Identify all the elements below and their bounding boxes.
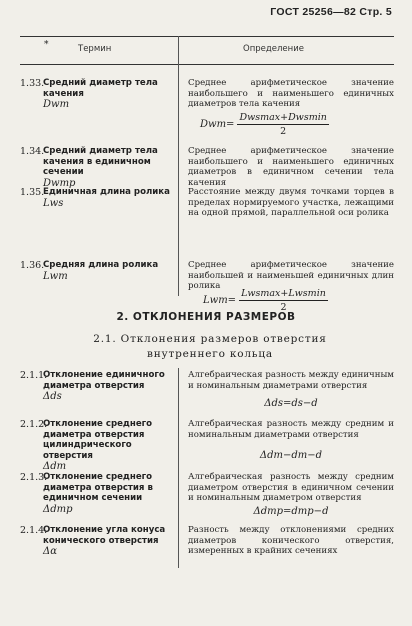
entry-number: 2.1.4. <box>20 525 48 536</box>
entry-number: 1.34. <box>20 146 45 157</box>
table-head-rule <box>20 64 394 65</box>
term-text: Отклонение среднего диаметра отверстия в единичном сечении Δdmp <box>43 472 173 515</box>
term-symbol: Dwm <box>43 99 70 110</box>
entry-number: 2.1.2. <box>20 419 48 430</box>
term-text: Средний диаметр тела качения в единичном сечении Dwmp <box>43 146 173 189</box>
definition-text: Алгебраическая разность между средним и номинальным диаметрами отверстия <box>188 419 394 440</box>
definition-text: Среднее арифметическое значение наибольшего и наименьшего единичных диаметров тела качения <box>188 78 394 109</box>
column-divider-lower <box>178 368 179 568</box>
term-text: Отклонение среднего диаметра отверстия цилиндрического отверстия Δdm <box>43 419 173 473</box>
definition-text: Среднее арифметическое значение наибольшей и наименьшей единичных длин ролика <box>188 260 394 291</box>
term-text: Отклонение единичного диаметра отверстия Δds <box>43 370 173 403</box>
entry-number: 1.35. <box>20 187 45 198</box>
column-head-definition: Определение <box>243 44 304 54</box>
column-head-term: Термин <box>78 44 112 54</box>
definition-text: Алгебраическая разность между единичным и номинальным диаметрами отверстия <box>188 370 394 391</box>
term-text: Средний диаметр тела качения Dwm <box>43 78 173 111</box>
definition-text: Расстояние между двумя точками торцев в пределах нормируемого участка, лежащими на одной прямой, параллельной оси ролика <box>188 187 394 218</box>
definition-text: Алгебраическая разность между средним диаметром отверстия в единичном сечении и номинальным диаметром отверстия <box>188 472 394 503</box>
term-symbol: Δdmp <box>43 503 73 515</box>
term-text: Средняя длина ролика Lwm <box>43 260 173 282</box>
term-symbol: Lws <box>43 197 64 209</box>
formula: Δdmp=dmp−d <box>253 506 329 517</box>
term-symbol: Δds <box>43 391 62 402</box>
page-header: ГОСТ 25256—82 Стр. 5 <box>270 6 392 18</box>
definition-text: Разность между отклонениями средних диаметров конического отверстия, измеренных в крайних сечениях <box>188 525 394 556</box>
term-symbol: Dwmp <box>43 177 76 189</box>
term-symbol: Δdm <box>43 461 67 472</box>
formula: Δds=ds−d <box>264 398 318 409</box>
section-title: 2. ОТКЛОНЕНИЯ РАЗМЕРОВ <box>116 311 296 323</box>
formula: Lwm= $\frac{\text{Lwsmax+Lwsmin}}{2}$ <box>203 288 326 313</box>
entry-number: 1.36. <box>20 260 45 271</box>
entry-number: 1.33. <box>20 78 45 89</box>
entry-number: 2.1.3. <box>20 472 48 483</box>
term-text: Единичная длина ролика Lws <box>43 187 173 209</box>
column-divider-upper <box>178 36 179 296</box>
term-symbol: Δα <box>43 546 57 557</box>
formula: Δdm−dm−d <box>259 450 323 461</box>
term-text: Отклонение угла конуса конического отверстия Δα <box>43 525 173 558</box>
definition-text: Среднее арифметическое значение наибольшего и наименьшего единичных диаметров в единичном сечении тела качения <box>188 146 394 188</box>
subsection-title: 2.1. Отклонения размеров отверстия внутреннего кольца <box>93 333 327 360</box>
entry-number: 2.1.1. <box>20 370 48 381</box>
table-top-rule <box>20 36 394 37</box>
formula: Dwm= $\frac{\text{Dwsmax+Dwsmin}}{2}$ <box>200 112 327 137</box>
footnote-mark: * <box>44 40 49 50</box>
term-symbol: Lwm <box>43 270 68 282</box>
